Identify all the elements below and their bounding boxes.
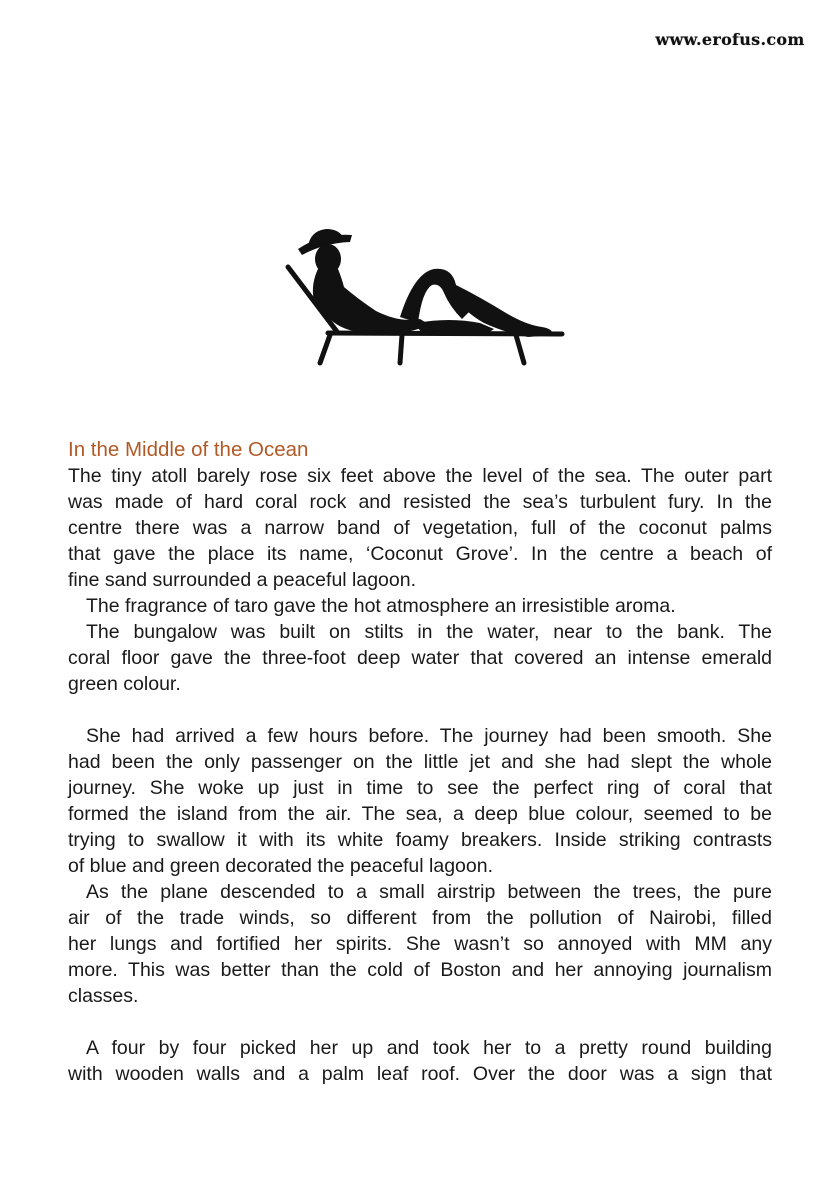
text-line: coral floor gave the three-foot deep water that covered an intense emerald: [68, 647, 772, 669]
paragraph: [68, 619, 772, 697]
woman-lounging-silhouette-icon: [280, 225, 570, 370]
paragraph: [68, 593, 772, 619]
text-line: fine sand surrounded a peaceful lagoon.: [68, 569, 417, 591]
paragraph-container: [68, 463, 772, 1087]
text-line: had been the only passenger on the little jet and she had slept the whole: [68, 751, 772, 773]
chapter-title: In the Middle of the Ocean: [68, 438, 309, 461]
paragraph: [68, 1035, 772, 1087]
site-watermark: www.erofus.com: [640, 26, 820, 54]
paragraph-gap: [68, 697, 772, 723]
text-line: journey. She woke up just in time to see the perfect ring of coral that: [68, 777, 772, 799]
text-line: that gave the place its name, ‘Coconut Grove’. In the centre a beach of: [68, 543, 772, 565]
paragraph: [68, 463, 772, 593]
text-line: The fragrance of taro gave the hot atmosphere an irresistible aroma.: [86, 595, 676, 617]
text-line: As the plane descended to a small airstrip between the trees, the pure: [86, 881, 772, 903]
text-line: air of the trade winds, so different from the pollution of Nairobi, filled: [68, 907, 772, 929]
page-text: [68, 436, 772, 1087]
text-line: her lungs and fortified her spirits. She wasn’t so annoyed with MM any: [68, 933, 772, 955]
text-line: A four by four picked her up and took her to a pretty round building: [86, 1037, 772, 1059]
text-line: The bungalow was built on stilts in the water, near to the bank. The: [86, 621, 772, 643]
text-line: of blue and green decorated the peaceful lagoon.: [68, 855, 494, 877]
paragraph-gap: [68, 1009, 772, 1035]
text-line: The tiny atoll barely rose six feet above the level of the sea. The outer part: [68, 465, 772, 487]
paragraph: [68, 723, 772, 879]
text-line: classes.: [68, 985, 139, 1007]
text-line: was made of hard coral rock and resisted the sea’s turbulent fury. In the: [68, 491, 772, 513]
text-line: formed the island from the air. The sea, a deep blue colour, seemed to be: [68, 803, 772, 825]
text-line: trying to swallow it with its white foamy breakers. Inside striking contrasts: [68, 829, 772, 851]
text-line: with wooden walls and a palm leaf roof. Over the door was a sign that: [68, 1063, 772, 1085]
paragraph: [68, 879, 772, 1009]
text-line: centre there was a narrow band of vegetation, full of the coconut palms: [68, 517, 772, 539]
text-line: green colour.: [68, 673, 181, 695]
text-line: more. This was better than the cold of Boston and her annoying journalism: [68, 959, 772, 981]
text-line: She had arrived a few hours before. The journey had been smooth. She: [86, 725, 772, 747]
